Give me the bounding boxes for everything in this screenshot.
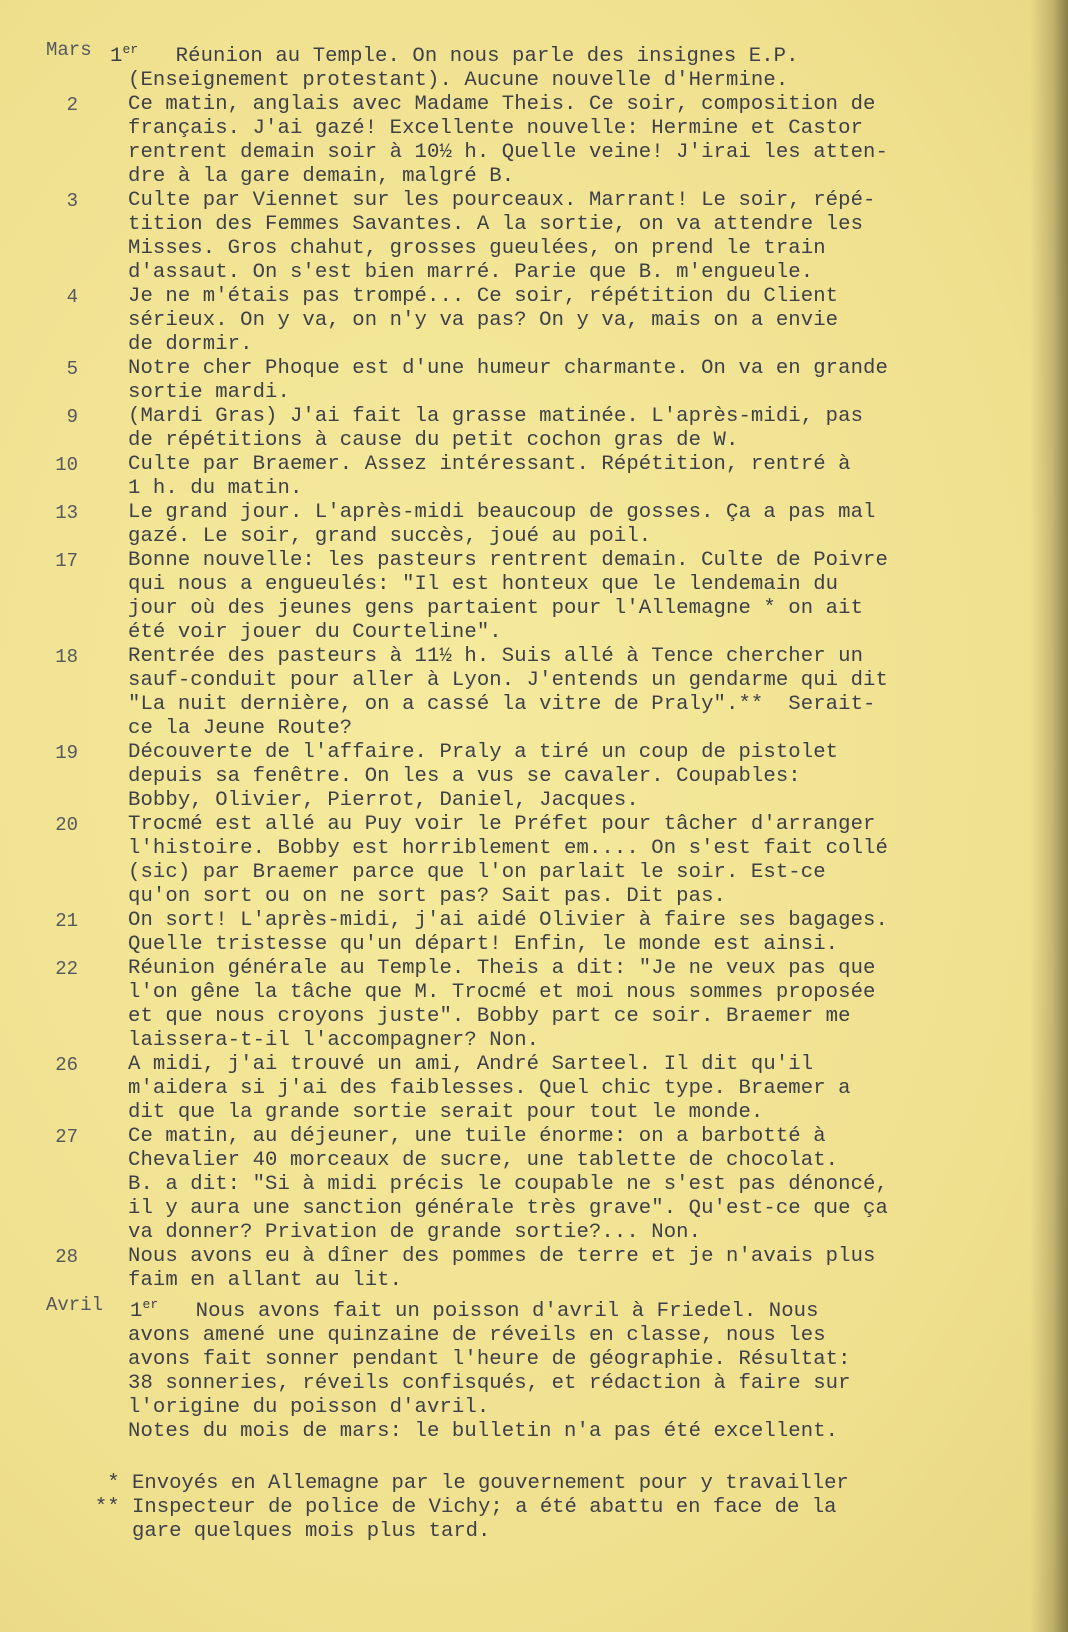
footnote-text: Envoyés en Allemagne par le gouvernement pour y travailler xyxy=(132,1472,849,1495)
entry-line: (Enseignement protestant). Aucune nouvelle d'Hermine. xyxy=(128,68,789,92)
entry-line: et que nous croyons juste". Bobby part ce soir. Braemer me xyxy=(128,1004,851,1028)
diary-entry-mars-27 xyxy=(0,1125,1068,1245)
diary-entry-avril-1 xyxy=(0,1293,1068,1444)
entry-month: Mars xyxy=(46,39,92,61)
entry-line: faim en allant au lit. xyxy=(128,1268,403,1292)
entry-line: 38 sonneries, réveils confisqués, et rédaction à faire sur xyxy=(128,1371,851,1395)
entry-line: tition des Femmes Savantes. A la sortie, on va attendre les xyxy=(128,212,864,236)
diary-entry-mars-20 xyxy=(0,813,1068,909)
entry-day: 5 xyxy=(66,357,78,380)
entry-day: 21 xyxy=(55,909,78,932)
entry-line: 1 h. du matin. xyxy=(128,476,303,500)
diary-entry-mars-21 xyxy=(0,909,1068,957)
footnote-mark: ** xyxy=(94,1496,132,1519)
entry-day: 19 xyxy=(55,741,78,764)
diary-entry-mars-5 xyxy=(0,357,1068,405)
entry-line: Je ne m'étais pas trompé... Ce soir, répétition du Client xyxy=(128,284,839,308)
entry-line: Trocmé est allé au Puy voir le Préfet pour tâcher d'arranger xyxy=(128,812,876,836)
diary-entry-mars-17 xyxy=(0,549,1068,645)
entry-line: rentrent demain soir à 10½ h. Quelle veine! J'irai les atten- xyxy=(128,140,888,164)
entry-line: (sic) par Braemer parce que l'on parlait le soir. Est-ce xyxy=(128,860,826,884)
entry-line: de répétitions à cause du petit cochon gras de W. xyxy=(128,428,739,452)
diary-entry-mars-28 xyxy=(0,1245,1068,1293)
entry-day: 10 xyxy=(55,453,78,476)
diary-entry-mars-22 xyxy=(0,957,1068,1053)
entry-line: Le grand jour. L'après-midi beaucoup de gosses. Ça a pas mal xyxy=(128,500,876,524)
entry-day-suffix: er xyxy=(122,42,139,57)
entry-line: français. J'ai gazé! Excellente nouvelle: Hermine et Castor xyxy=(128,116,864,140)
diary-entry-mars-3 xyxy=(0,189,1068,285)
entry-day: 1 xyxy=(110,44,123,68)
footnote-line: gare quelques mois plus tard. xyxy=(132,1520,491,1543)
entry-line: Misses. Gros chahut, grosses gueulées, on prend le train xyxy=(128,236,826,260)
entry-line: On sort! L'après-midi, j'ai aidé Olivier à faire ses bagages. xyxy=(128,908,888,932)
entry-line: dre à la gare demain, malgré B. xyxy=(128,164,515,188)
entry-line: il y aura une sanction générale très grave". Qu'est-ce que ça xyxy=(128,1196,888,1220)
entry-line: jour où des jeunes gens partaient pour l'Allemagne * on ait xyxy=(128,596,864,620)
entry-line: gazé. Le soir, grand succès, joué au poil. xyxy=(128,524,652,548)
entry-first-line xyxy=(130,1293,1068,1324)
entry-line: depuis sa fenêtre. On les a vus se cavaler. Coupables: xyxy=(128,764,801,788)
entry-line: Ce matin, anglais avec Madame Theis. Ce soir, composition de xyxy=(128,92,876,116)
entry-day: 13 xyxy=(55,501,78,524)
entry-text: Réunion au Temple. On nous parle des insignes E.P. xyxy=(138,44,799,68)
entry-line: été voir jouer du Courteline". xyxy=(128,620,502,644)
footnotes xyxy=(0,1472,1068,1544)
entry-line: l'origine du poisson d'avril. xyxy=(128,1395,490,1419)
entry-line: Notes du mois de mars: le bulletin n'a pas été excellent. xyxy=(128,1419,839,1443)
entry-line: Culte par Viennet sur les pourceaux. Marrant! Le soir, répé- xyxy=(128,188,876,212)
diary-entries xyxy=(0,38,1068,1444)
entry-line: (Mardi Gras) J'ai fait la grasse matinée. L'après-midi, pas xyxy=(128,404,864,428)
entry-line: Notre cher Phoque est d'une humeur charmante. On va en grande xyxy=(128,356,888,380)
entry-line: Nous avons eu à dîner des pommes de terre et je n'avais plus xyxy=(128,1244,876,1268)
diary-entry-mars-1 xyxy=(0,38,1068,93)
footnote-2 xyxy=(0,1496,1068,1544)
entry-line: sérieux. On y va, on n'y va pas? On y va, mais on a envie xyxy=(128,308,839,332)
diary-entry-mars-13 xyxy=(0,501,1068,549)
entry-line: Ce matin, au déjeuner, une tuile énorme: on a barbotté à xyxy=(128,1124,826,1148)
entry-line: Découverte de l'affaire. Praly a tiré un coup de pistolet xyxy=(128,740,839,764)
diary-entry-mars-10 xyxy=(0,453,1068,501)
entry-day: 2 xyxy=(66,93,78,116)
entry-line: l'on gêne la tâche que M. Trocmé et moi nous sommes proposée xyxy=(128,980,876,1004)
diary-entry-mars-4 xyxy=(0,285,1068,357)
footnote-1 xyxy=(0,1472,1068,1496)
entry-day: 28 xyxy=(55,1245,78,1268)
footnote-line xyxy=(0,1472,1068,1496)
entry-line: Rentrée des pasteurs à 11½ h. Suis allé à Tence chercher un xyxy=(128,644,864,668)
entry-line: Quelle tristesse qu'un départ! Enfin, le monde est ainsi. xyxy=(128,932,839,956)
entry-line: B. a dit: "Si à midi précis le coupable ne s'est pas dénoncé, xyxy=(128,1172,888,1196)
entry-line: Réunion générale au Temple. Theis a dit: "Je ne veux pas que xyxy=(128,956,876,980)
entry-day: 20 xyxy=(55,813,78,836)
entry-line: sortie mardi. xyxy=(128,380,290,404)
entry-line: qu'on sort ou on ne sort pas? Sait pas. Dit pas. xyxy=(128,884,726,908)
entry-day: 4 xyxy=(66,285,78,308)
footnote-mark: * xyxy=(107,1472,132,1495)
entry-line: laissera-t-il l'accompagner? Non. xyxy=(128,1028,540,1052)
entry-day: 1 xyxy=(130,1299,143,1323)
entry-day: 26 xyxy=(55,1053,78,1076)
footnote-line xyxy=(0,1496,1068,1520)
entry-day: 22 xyxy=(55,957,78,980)
diary-entry-mars-26 xyxy=(0,1053,1068,1125)
entry-day-suffix: er xyxy=(142,1296,159,1312)
diary-entry-mars-18 xyxy=(0,645,1068,741)
entry-month: Avril xyxy=(46,1293,104,1316)
entry-line: avons fait sonner pendant l'heure de géographie. Résultat: xyxy=(128,1347,851,1371)
entry-line: avons amené une quinzaine de réveils en classe, nous les xyxy=(128,1323,826,1347)
entry-line: sauf-conduit pour aller à Lyon. J'entends un gendarme qui dit xyxy=(128,668,888,692)
entry-line: "La nuit dernière, on a cassé la vitre de Praly".** Serait- xyxy=(128,692,876,716)
footnote-text: Inspecteur de police de Vichy; a été abattu en face de la xyxy=(132,1496,837,1519)
entry-line: l'histoire. Bobby est horriblement em.... On s'est fait collé xyxy=(128,836,888,860)
entry-line: dit que la grande sortie serait pour tout le monde. xyxy=(128,1100,764,1124)
entry-line: m'aidera si j'ai des faiblesses. Quel chic type. Braemer a xyxy=(128,1076,851,1100)
entry-first-line xyxy=(110,38,1068,69)
entry-line: Chevalier 40 morceaux de sucre, une tablette de chocolat. xyxy=(128,1148,839,1172)
entry-day: 17 xyxy=(55,549,78,572)
entry-day: 18 xyxy=(55,645,78,668)
entry-line: ce la Jeune Route? xyxy=(128,716,353,740)
diary-entry-mars-2 xyxy=(0,93,1068,189)
entry-day: 3 xyxy=(66,189,78,212)
entry-line: Bonne nouvelle: les pasteurs rentrent demain. Culte de Poivre xyxy=(128,548,888,572)
entry-line: de dormir. xyxy=(128,332,253,356)
entry-line: Culte par Braemer. Assez intéressant. Répétition, rentré à xyxy=(128,452,851,476)
entry-day: 27 xyxy=(55,1125,78,1148)
entry-line: Bobby, Olivier, Pierrot, Daniel, Jacques. xyxy=(128,788,639,812)
entry-line: d'assaut. On s'est bien marré. Parie que B. m'engueule. xyxy=(128,260,814,284)
entry-text: Nous avons fait un poisson d'avril à Friedel. Nous xyxy=(158,1299,819,1323)
diary-entry-mars-9 xyxy=(0,405,1068,453)
entry-line: qui nous a engueulés: "Il est honteux que le lendemain du xyxy=(128,572,839,596)
diary-entry-mars-19 xyxy=(0,741,1068,813)
entry-line: va donner? Privation de grande sortie?... Non. xyxy=(128,1220,702,1244)
entry-line: A midi, j'ai trouvé un ami, André Sarteel. Il dit qu'il xyxy=(128,1052,814,1076)
entry-day: 9 xyxy=(66,405,78,428)
